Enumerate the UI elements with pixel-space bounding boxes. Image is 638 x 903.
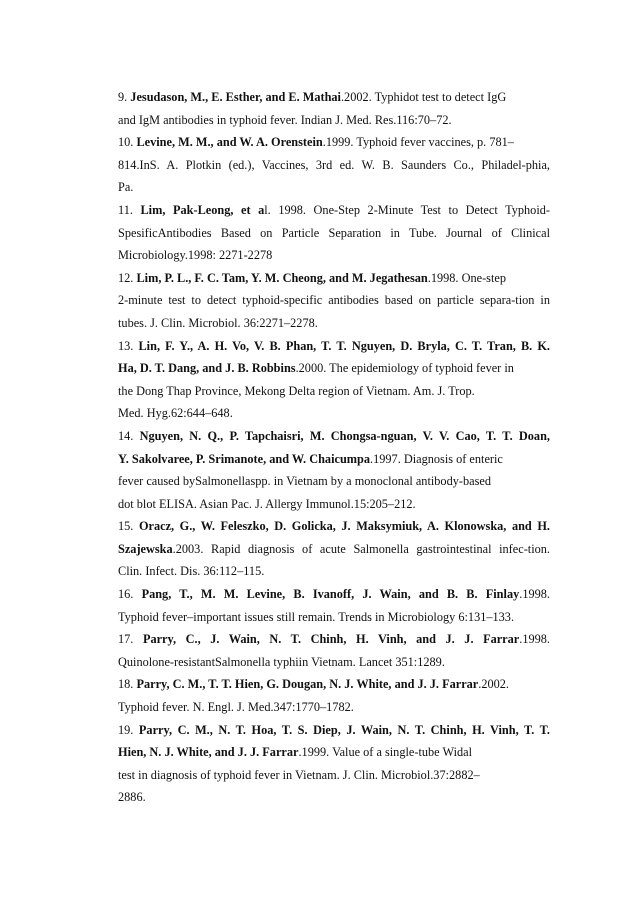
reference-authors: Parry, C. M., T. T. Hien, G. Dougan, N. J. White, and J. J. Farrar (136, 677, 479, 692)
reference-text: 12. (118, 270, 137, 285)
reference-line (118, 538, 550, 561)
reference-entry (118, 628, 550, 673)
reference-text: 814.InS. A. Plotkin (ed.), Vaccines, 3rd ed. W. B. Saunders Co., Philadel-phia, (118, 157, 550, 172)
reference-line (118, 199, 550, 222)
reference-line (118, 470, 550, 493)
reference-line (118, 176, 550, 199)
reference-text: .1999. Value of a single-tube Widal (298, 745, 473, 760)
reference-entry (118, 673, 550, 718)
reference-text: .2003. Rapid diagnosis of acute Salmonella gastrointestinal infec-tion. (172, 541, 550, 556)
reference-text: 15. (118, 519, 139, 534)
reference-authors: Szajewska (118, 541, 173, 556)
reference-authors: Parry, C., J. Wain, N. T. Chinh, H. Vinh, and J. J. Farrar (142, 632, 520, 647)
reference-text: .2002. (478, 677, 510, 692)
reference-line (118, 222, 550, 245)
reference-text: l. 1998. One-Step 2-Minute Test to Detect Typhoid- (264, 202, 550, 217)
reference-text: Clin. Infect. Dis. 36:112–115. (118, 564, 265, 579)
reference-line (118, 515, 550, 538)
reference-text: Med. Hyg.62:644–648. (118, 406, 233, 421)
reference-text: 18. (118, 677, 137, 692)
reference-text: Pa. (118, 180, 134, 195)
reference-line (118, 673, 550, 696)
reference-line (118, 696, 550, 719)
reference-text: .2002. Typhidot test to detect IgG (340, 90, 507, 104)
reference-text: 11. (118, 202, 141, 217)
reference-text: 9. (118, 90, 131, 104)
reference-authors: Ha, D. T. Dang, and J. B. Robbins (118, 361, 296, 376)
reference-entry (118, 719, 550, 809)
reference-text: 2886. (118, 790, 146, 805)
reference-line (118, 425, 550, 448)
reference-line (118, 493, 550, 516)
reference-entry (118, 515, 550, 583)
reference-authors: Lim, Pak-Leong, et a (140, 202, 265, 217)
reference-entry (118, 425, 550, 515)
reference-text: SpesificAntibodies Based on Particle Separation in Tube. Journal of Clinical (118, 225, 550, 240)
reference-line (118, 560, 550, 583)
reference-text: 14. (118, 428, 140, 443)
reference-text: .1997. Diagnosis of enteric (370, 451, 503, 466)
reference-authors: Y. Sakolvaree, P. Srimanote, and W. Chaicumpa (118, 451, 371, 466)
reference-line (118, 244, 550, 267)
reference-text: 17. (118, 632, 143, 647)
reference-text: 19. (118, 722, 139, 737)
reference-line (118, 448, 550, 471)
reference-line (118, 628, 550, 651)
reference-text: Typhoid fever–important issues still remain. Trends in Microbiology 6:131–133. (118, 609, 515, 624)
reference-text: the Dong Thap Province, Mekong Delta region of Vietnam. Am. J. Trop. (118, 383, 475, 398)
reference-line (118, 402, 550, 425)
reference-text: .1999. Typhoid fever vaccines, p. 781– (322, 135, 514, 150)
reference-text: Microbiology.1998: 2271-2278 (118, 248, 273, 263)
reference-text: Typhoid fever. N. Engl. J. Med.347:1770–1782. (118, 700, 354, 715)
reference-text: tubes. J. Clin. Microbiol. 36:2271–2278. (118, 315, 318, 330)
reference-line (118, 606, 550, 629)
reference-text: 10. (118, 135, 137, 150)
reference-line (118, 154, 550, 177)
reference-entry (118, 131, 550, 199)
reference-line (118, 741, 550, 764)
reference-authors: Oracz, G., W. Feleszko, D. Golicka, J. Maksymiuk, A. Klonowska, and H. (138, 519, 550, 534)
reference-line (118, 335, 550, 358)
reference-line (118, 719, 550, 742)
reference-text: Quinolone-resistantSalmonella typhiin Vietnam. Lancet 351:1289. (118, 654, 445, 669)
reference-authors: Levine, M. M., and W. A. Orenstein (136, 135, 323, 150)
reference-entry (118, 335, 550, 425)
reference-line (118, 109, 550, 132)
reference-line (118, 764, 550, 787)
reference-line (118, 380, 550, 403)
reference-line (118, 312, 550, 335)
reference-line (118, 289, 550, 312)
reference-text: .1998. (519, 632, 550, 647)
reference-text: .1998. One-step (427, 270, 506, 285)
reference-authors: Nguyen, N. Q., P. Tapchaisri, M. Chongsa-nguan, V. V. Cao, T. T. Doan, (139, 428, 550, 443)
reference-text: 2-minute test to detect typhoid-specific antibodies based on particle separa-tion in (118, 293, 550, 308)
reference-authors: Pang, T., M. M. Levine, B. Ivanoff, J. Wain, and B. B. Finlay (141, 587, 520, 602)
reference-entry (118, 86, 550, 131)
reference-text: 13. (118, 338, 139, 353)
reference-authors: Lin, F. Y., A. H. Vo, V. B. Phan, T. T. Nguyen, D. Bryla, C. T. Tran, B. K. (138, 338, 550, 353)
reference-line (118, 583, 550, 606)
reference-authors: Lim, P. L., F. C. Tam, Y. M. Cheong, and M. Jegathesan (136, 270, 428, 285)
reference-authors: Parry, C. M., N. T. Hoa, T. S. Diep, J. Wain, N. T. Chinh, H. Vinh, T. T. (138, 722, 551, 737)
reference-line (118, 357, 550, 380)
reference-line (118, 786, 550, 809)
reference-text: 16. (118, 587, 142, 602)
reference-list (118, 86, 550, 809)
reference-entry (118, 199, 550, 267)
reference-entry (118, 267, 550, 335)
reference-text: and IgM antibodies in typhoid fever. Indian J. Med. Res.116:70–72. (118, 112, 452, 127)
reference-authors: Jesudason, M., E. Esther, and E. Mathai (130, 90, 341, 104)
reference-text: dot blot ELISA. Asian Pac. J. Allergy Immunol.15:205–212. (118, 496, 416, 511)
reference-entry (118, 583, 550, 628)
reference-line (118, 651, 550, 674)
reference-authors: Hien, N. J. White, and J. J. Farrar (118, 745, 299, 760)
reference-line (118, 86, 550, 109)
reference-line (118, 131, 550, 154)
reference-text: test in diagnosis of typhoid fever in Vietnam. J. Clin. Microbiol.37:2882– (118, 767, 480, 782)
reference-text: .2000. The epidemiology of typhoid fever in (295, 361, 514, 376)
reference-line (118, 267, 550, 290)
reference-text: .1998. (519, 587, 550, 602)
reference-text: fever caused bySalmonellaspp. in Vietnam by a monoclonal antibody-based (118, 474, 491, 489)
